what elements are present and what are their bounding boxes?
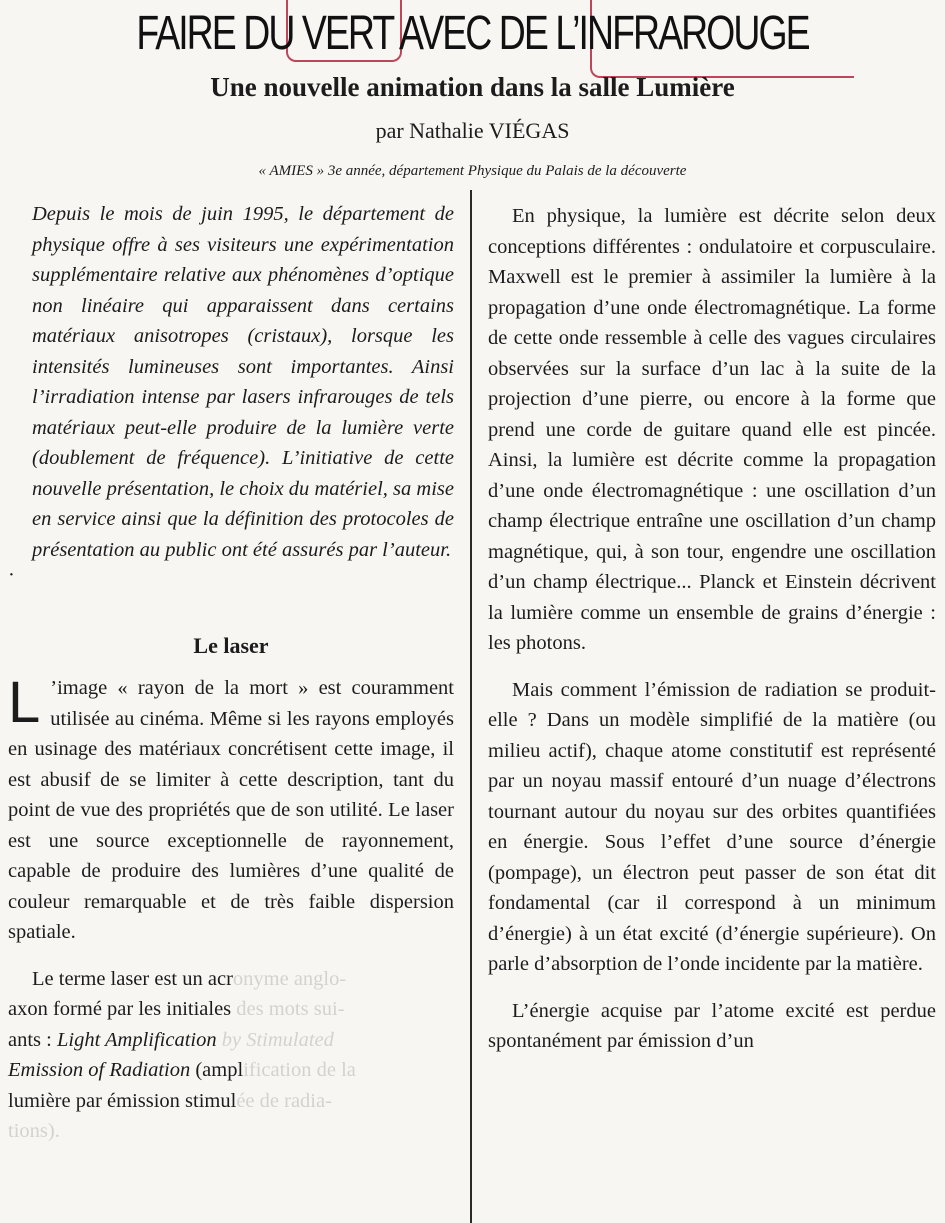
acronym-line-5-visible: lumière par émission stimul — [8, 1089, 237, 1112]
acronym-line-2-visible: axon formé par les initiales — [8, 998, 232, 1020]
laser-paragraph-2 — [8, 964, 454, 1147]
column-divider — [470, 190, 472, 1223]
laser-paragraph-1-text: ’image « rayon de la mort » est couramment utilisée au cinéma. Même si les rayons employés en usinage des matériaux concrétisent cette image, il est abusif de se limiter à cette description, tant du point de vue des propriétés que de son utilité. Le laser est une source exceptionnelle de rayonnement, capable de produire des lumières d’une qualité de couleur remarquable et de très faible dispersion spatiale. — [8, 677, 454, 943]
left-column — [8, 199, 454, 1147]
acronym-line-3-ghost: by Stimulated — [221, 1028, 334, 1051]
section-heading-laser: Le laser — [193, 633, 269, 658]
drop-cap: L — [8, 670, 41, 735]
acronym-line-3-visible: ants : — [8, 1028, 57, 1051]
acronym-emission-of-radiation: Emission of Radiation — [8, 1059, 191, 1081]
separator-dot: · — [8, 564, 15, 586]
article-author: par Nathalie VIÉGAS — [375, 118, 570, 143]
acronym-line-4-visible: (ampl — [190, 1059, 244, 1081]
acronym-line-1-ghost: onyme anglo- — [232, 967, 347, 990]
acronym-light-amplification: Light Amplification — [56, 1028, 217, 1051]
acronym-line-5-ghost: ée de radia- — [236, 1089, 332, 1112]
article-title: FAIRE DU VERT AVEC DE L’INFRAROUGE — [136, 7, 809, 60]
right-column — [488, 201, 936, 1057]
intro-paragraph: Depuis le mois de juin 1995, le département de physique offre à ses visiteurs une expérimentation supplémentaire relative aux phénomènes d’optique non linéaire qui apparaissent dans certains matériaux anisotropes (cristaux), lorsque les intensités lumineuses sont importantes. Ainsi l’irradiation intense par lasers infrarouges de tels matériaux peut-elle produire de la lumière verte (doublement de fréquence). L’initiative de cette nouvelle présentation, le choix du matériel, sa mise en service ainsi que la définition des protocoles de présentation au public ont été assurés par l’auteur. — [32, 203, 454, 561]
acronym-line-6-ghost: tions). — [8, 1120, 60, 1142]
acronym-line-1-visible: Le terme laser est un acr — [32, 967, 233, 990]
excited-atom-paragraph: L’énergie acquise par l’atome excité est perdue spontanément par émission d’un — [488, 999, 936, 1052]
author-affiliation: « AMIES » 3e année, département Physique du Palais de la découverte — [258, 163, 687, 179]
physics-paragraph: En physique, la lumière est décrite selon deux conceptions différentes : ondulatoire et corpusculaire. Maxwell est le premier à assimiler la lumière à la propagation d’une onde électromagnétique. La forme de cette onde ressemble à celle des vagues circulaires observées sur la surface d’un lac à la suite de la projection d’une pierre, ou encore à la forme que prend une corde de guitare quand elle est pincée. Ainsi, la lumière est décrite comme la propagation d’une onde électromagnétique : une oscillation d’un champ électrique entraîne une oscillation d’un champ magnétique, qui, à son tour, engendre une oscillation d’un champ électrique... Planck et Einstein décrivent la lumière comme un ensemble de grains d’énergie : les photons. — [488, 205, 936, 654]
laser-paragraph-1 — [8, 670, 454, 948]
emission-paragraph: Mais comment l’émission de radiation se produit-elle ? Dans un modèle simplifié de la matière (ou milieu actif), chaque atome constitutif est représenté par un noyau massif entouré d’un nuage d’électrons tournant autour du noyau sur des orbites quantifiées en énergie. Sous l’effet d’une source d’énergie (pompage), un électron peut passer de son état dit fondamental (car il correspond à un minimum d’énergie) à un état excité (d’énergie supérieure). On parle d’absorption de l’onde incidente par la matière. — [488, 678, 936, 975]
article-subtitle: Une nouvelle animation dans la salle Lumière — [210, 72, 735, 102]
acronym-line-2-ghost: des mots sui- — [236, 998, 345, 1020]
acronym-line-4-ghost: ification de la — [243, 1059, 356, 1081]
